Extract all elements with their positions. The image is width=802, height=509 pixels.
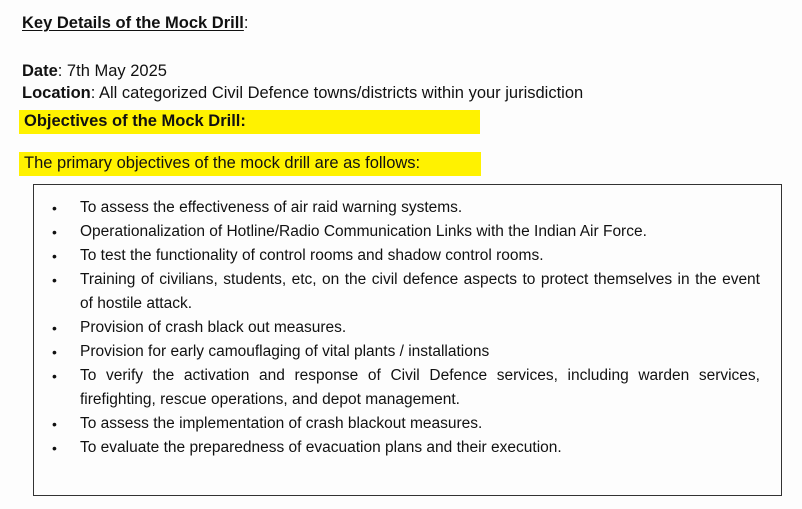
key-details-title: Key Details of the Mock Drill [22,14,244,32]
key-details-heading [22,14,248,33]
objective-item [48,340,760,364]
date-label: Date [22,62,58,80]
objective-item [48,412,760,436]
date-value: : 7th May 2025 [57,62,167,80]
objective-item [48,316,760,340]
objective-item-text: To assess the effectiveness of air raid warning systems. [80,199,463,216]
objectives-heading: Objectives of the Mock Drill: [24,112,246,130]
location-line [22,84,583,103]
objective-item [48,436,760,460]
objective-item-text: Operationalization of Hotline/Radio Communication Links with the Indian Air Force. [80,223,647,240]
bullet-icon: • [52,368,57,384]
bullet-icon: • [52,248,57,264]
objective-item [48,220,760,244]
bullet-icon: • [52,272,57,288]
objective-item-text: To evaluate the preparedness of evacuation plans and their execution. [80,439,562,456]
objective-item [48,268,760,316]
primary-objectives-intro: The primary objectives of the mock drill are as follows: [24,154,421,172]
objective-item-text: Provision for early camouflaging of vital plants / installations [80,343,490,360]
bullet-icon: • [52,200,57,216]
objective-item-text: To verify the activation and response of Civil Defence services, including warden services, firefighting, rescue operations, and depot management. [80,367,760,408]
bullet-icon: • [52,416,57,432]
location-label: Location [22,84,91,102]
location-value: : All categorized Civil Defence towns/districts within your jurisdiction [90,84,584,102]
objective-item-text: Training of civilians, students, etc, on the civil defence aspects to protect themselves in the event of hostile attack. [80,271,760,312]
bullet-icon: • [52,224,57,240]
date-line [22,62,167,81]
objectives-list [48,196,760,460]
objective-item [48,244,760,268]
bullet-icon: • [52,344,57,360]
objective-item [48,196,760,220]
key-details-colon: : [243,14,249,32]
bullet-icon: • [52,320,57,336]
objective-item [48,364,760,412]
objective-item-text: Provision of crash black out measures. [80,319,347,336]
objective-item-text: To assess the implementation of crash blackout measures. [80,415,483,432]
objective-item-text: To test the functionality of control rooms and shadow control rooms. [80,247,544,264]
bullet-icon: • [52,440,57,456]
